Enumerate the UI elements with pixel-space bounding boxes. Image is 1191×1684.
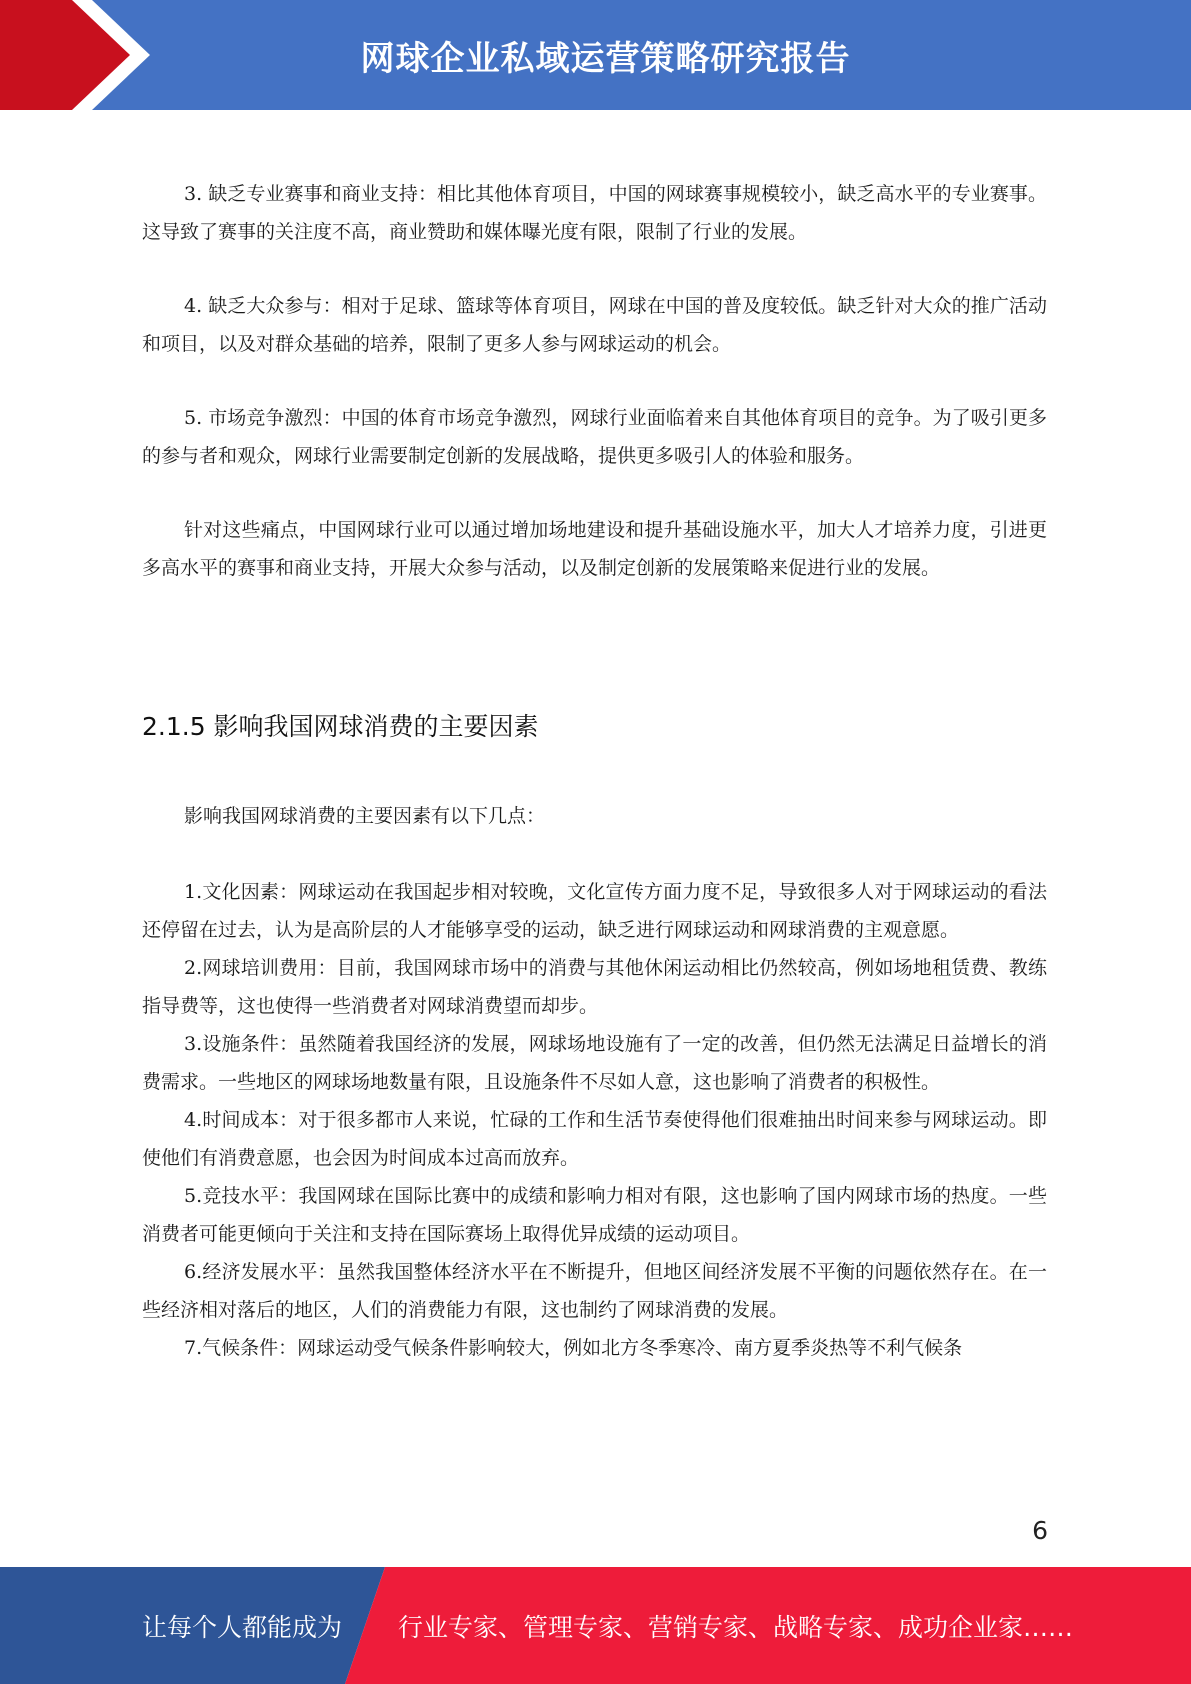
footer-slogan-right: 行业专家、管理专家、营销专家、战略专家、成功企业家…… bbox=[398, 1612, 1074, 1642]
document-body bbox=[142, 175, 1047, 1367]
paragraph-conclusion: 针对这些痛点，中国网球行业可以通过增加场地建设和提升基础设施水平，加大人才培养力度，引进更多高水平的赛事和商业支持，开展大众参与活动，以及制定创新的发展策略来促进行业的发展。 bbox=[142, 519, 1047, 579]
section-heading-2-1-5: 2.1.5 影响我国网球消费的主要因素 bbox=[142, 712, 539, 741]
factor-1-culture: 1.文化因素：网球运动在我国起步相对较晚，文化宣传方面力度不足，导致很多人对于网球运动的看法还停留在过去，认为是高阶层的人才能够享受的运动，缺乏进行网球运动和网球消费的主观意愿。 bbox=[142, 881, 1047, 941]
factor-6-economic-development: 6.经济发展水平：虽然我国整体经济水平在不断提升，但地区间经济发展不平衡的问题依然存在。在一些经济相对落后的地区，人们的消费能力有限，这也制约了网球消费的发展。 bbox=[142, 1261, 1047, 1321]
page-footer bbox=[0, 1567, 1191, 1684]
document-title: 网球企业私域运营策略研究报告 bbox=[360, 38, 851, 79]
section-intro: 影响我国网球消费的主要因素有以下几点： bbox=[184, 805, 546, 827]
footer-slogan-left: 让每个人都能成为 bbox=[142, 1612, 343, 1642]
paragraph-5-market-competition: 5. 市场竞争激烈：中国的体育市场竞争激烈，网球行业面临着来自其他体育项目的竞争。为了吸引更多的参与者和观众，网球行业需要制定创新的发展战略，提供更多吸引人的体验和服务。 bbox=[142, 407, 1047, 467]
factor-3-facilities: 3.设施条件：虽然随着我国经济的发展，网球场地设施有了一定的改善，但仍然无法满足日益增长的消费需求。一些地区的网球场地数量有限，且设施条件不尽如人意，这也影响了消费者的积极性。 bbox=[142, 1033, 1047, 1093]
factor-2-training-cost: 2.网球培训费用：目前，我国网球市场中的消费与其他休闲运动相比仍然较高，例如场地租赁费、教练指导费等，这也使得一些消费者对网球消费望而却步。 bbox=[142, 957, 1047, 1017]
factor-4-time-cost: 4.时间成本：对于很多都市人来说，忙碌的工作和生活节奏使得他们很难抽出时间来参与网球运动。即使他们有消费意愿，也会因为时间成本过高而放弃。 bbox=[142, 1109, 1047, 1169]
page-header bbox=[0, 0, 1191, 110]
paragraph-4-lack-of-participation: 4. 缺乏大众参与：相对于足球、篮球等体育项目，网球在中国的普及度较低。缺乏针对大众的推广活动和项目，以及对群众基础的培养，限制了更多人参与网球运动的机会。 bbox=[142, 295, 1047, 355]
paragraph-3-lack-of-events: 3. 缺乏专业赛事和商业支持：相比其他体育项目，中国的网球赛事规模较小，缺乏高水平的专业赛事。这导致了赛事的关注度不高，商业赞助和媒体曝光度有限，限制了行业的发展。 bbox=[142, 183, 1047, 243]
factor-7-climate: 7.气候条件：网球运动受气候条件影响较大，例如北方冬季寒冷、南方夏季炎热等不利气候条 bbox=[184, 1337, 963, 1359]
page-number: 6 bbox=[1032, 1516, 1048, 1545]
factor-5-competitive-level: 5.竞技水平：我国网球在国际比赛中的成绩和影响力相对有限，这也影响了国内网球市场的热度。一些消费者可能更倾向于关注和支持在国际赛场上取得优异成绩的运动项目。 bbox=[142, 1185, 1047, 1245]
